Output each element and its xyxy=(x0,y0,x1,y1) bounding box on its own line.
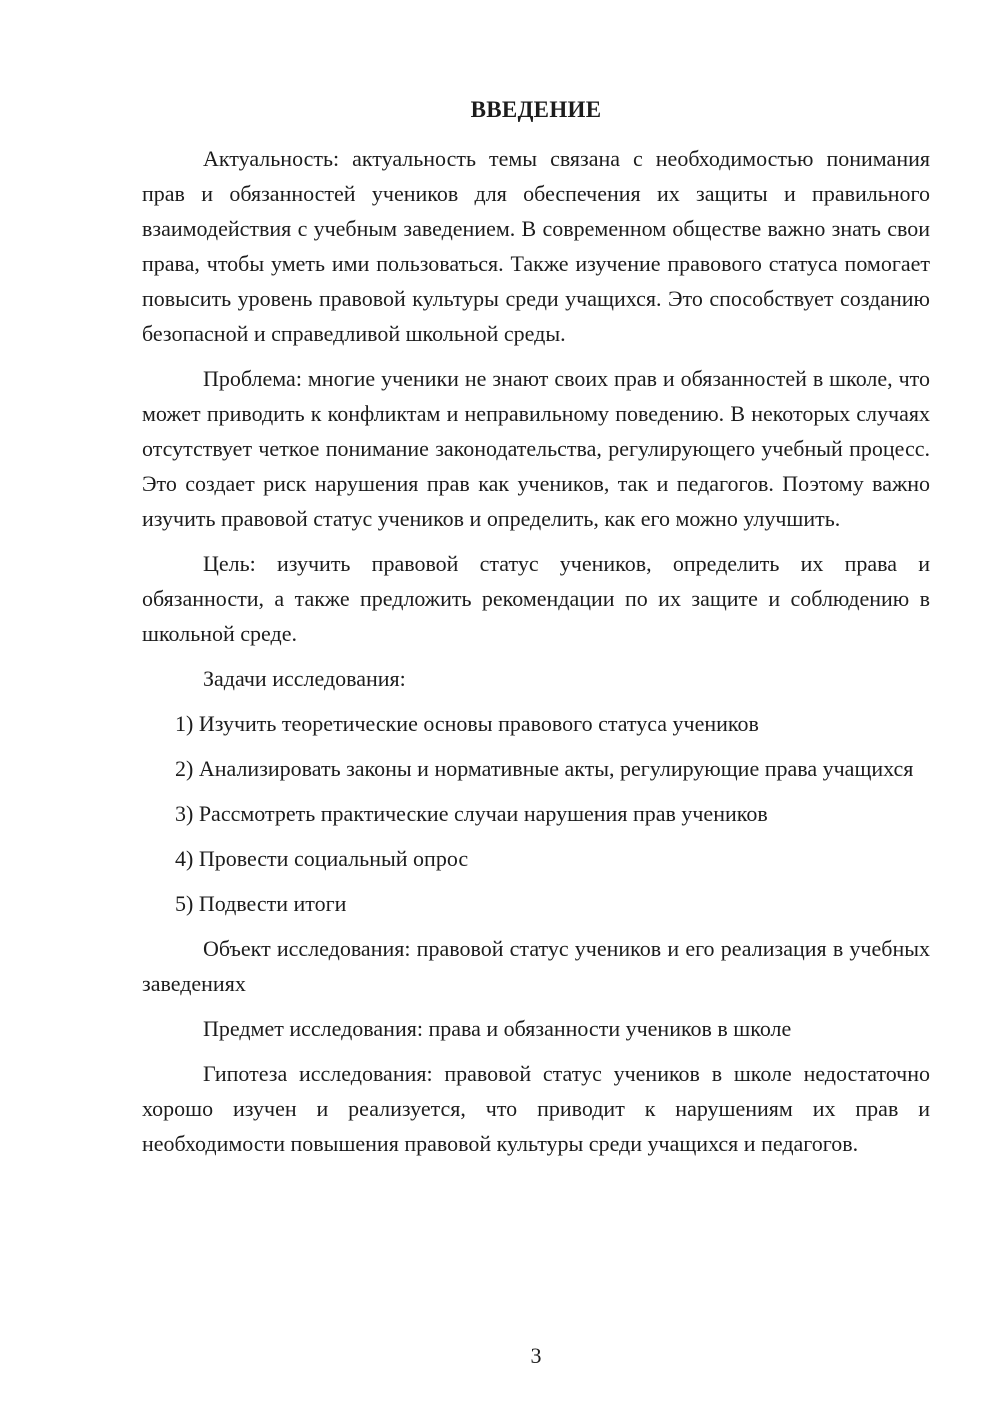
task-item-4: 4) Провести социальный опрос xyxy=(175,846,469,871)
task-item-5: 5) Подвести итоги xyxy=(175,891,347,916)
paragraph-subject: Предмет исследования: права и обязанности учеников в школе xyxy=(203,1016,792,1041)
paragraph-hypothesis: Гипотеза исследования: правовой статус учеников в школе недостаточно хорошо изучен и реализуется, что приводит к нарушениям их прав и необходимости повышения правовой культуры среди учащихся и педагогов. xyxy=(142,1061,930,1156)
document-title: ВВЕДЕНИЕ xyxy=(470,97,602,122)
page-number: 3 xyxy=(530,1343,542,1368)
task-item-3: 3) Рассмотреть практические случаи нарушения прав учеников xyxy=(175,801,768,826)
task-item-1: 1) Изучить теоретические основы правового статуса учеников xyxy=(175,711,759,736)
paragraph-relevance: Актуальность: актуальность темы связана с необходимостью понимания прав и обязанностей учеников для обеспечения их защиты и правильного взаимодействия с учебным заведением. В современном обществе важно знать свои права, чтобы уметь ими пользоваться. Также изучение правового статуса помогает повысить уровень правовой культуры среди учащихся. Это способствует созданию безопасной и справедливой школьной среды. xyxy=(142,146,930,346)
paragraph-problem: Проблема: многие ученики не знают своих прав и обязанностей в школе, что может приводить к конфликтам и неправильному поведению. В некоторых случаях отсутствует четкое понимание законодательства, регулирующего учебный процесс. Это создает риск нарушения прав как учеников, так и педагогов. Поэтому важно изучить правовой статус учеников и определить, как его можно улучшить. xyxy=(142,366,930,531)
paragraph-goal: Цель: изучить правовой статус учеников, определить их права и обязанности, а также предложить рекомендации по их защите и соблюдению в школьной среде. xyxy=(142,551,930,646)
tasks-heading: Задачи исследования: xyxy=(203,666,406,691)
task-item-2: 2) Анализировать законы и нормативные акты, регулирующие права учащихся xyxy=(175,756,914,781)
paragraph-object: Объект исследования: правовой статус учеников и его реализация в учебных заведениях xyxy=(142,936,930,996)
